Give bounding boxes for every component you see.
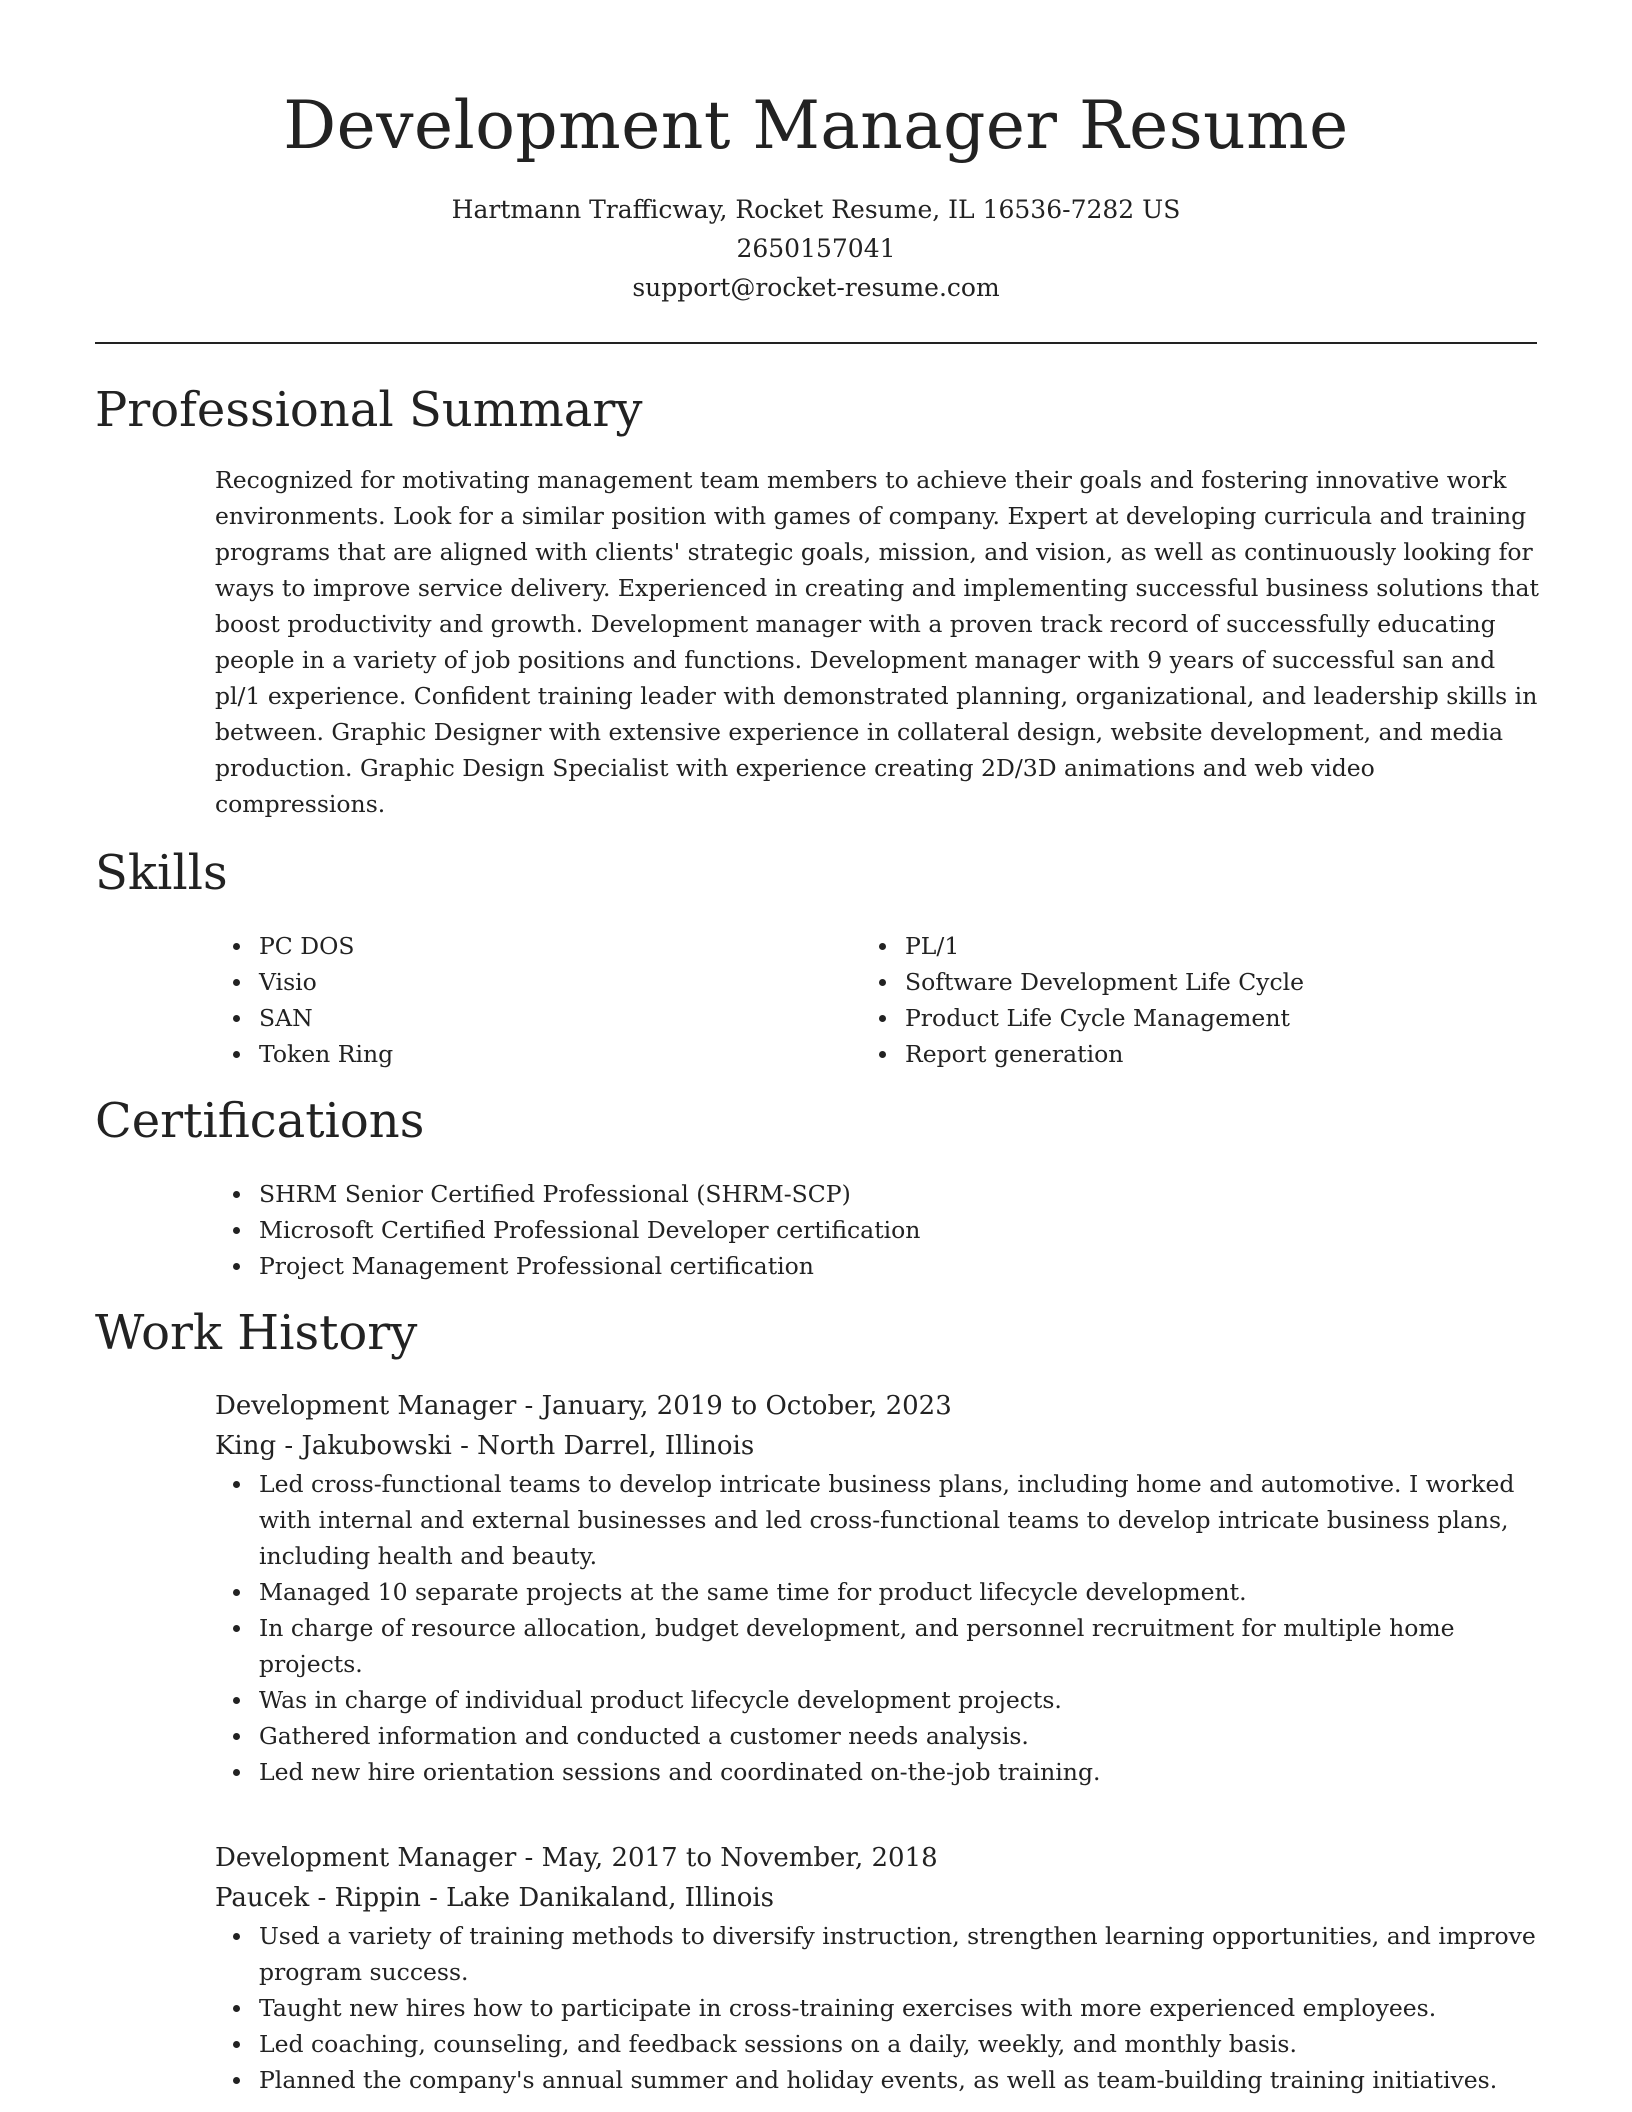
list-item: Was in charge of individual product lifecycle development projects.	[215, 1682, 1540, 1718]
skills-list-right	[861, 928, 1501, 1072]
job-entry	[215, 1838, 1540, 2098]
list-item: Led coaching, counseling, and feedback sessions on a daily, weekly, and monthly basis.	[215, 2026, 1540, 2062]
list-item: Used a variety of training methods to diversify instruction, strengthen learning opportunities, and improve program success.	[215, 1918, 1540, 1990]
contact-email: support@rocket-resume.com	[632, 273, 1000, 302]
job-title: Development Manager	[215, 1391, 517, 1421]
list-item: Software Development Life Cycle	[861, 964, 1501, 1000]
list-item: Led cross-functional teams to develop intricate business plans, including home and automotive. I worked with internal and external businesses and led cross-functional teams to develop intricate business plans, including health and beauty.	[215, 1466, 1540, 1574]
section-heading-summary: Professional Summary	[95, 382, 643, 438]
list-item: Report generation	[861, 1036, 1501, 1072]
job-dates: - May, 2017 to November, 2018	[524, 1843, 938, 1873]
job-location: - North Darrel, Illinois	[460, 1431, 755, 1461]
list-item: In charge of resource allocation, budget development, and personnel recruitment for multiple home projects.	[215, 1610, 1540, 1682]
summary-text: Recognized for motivating management team members to achieve their goals and fostering innovative work environments. Look for a similar position with games of company. Expert at developing curricula and training programs that are aligned with clients' strategic goals, mission, and vision, as well as continuously looking for ways to improve service delivery. Experienced in creating and implementing successful business solutions that boost productivity and growth. Development manager with a proven track record of successfully educating people in a variety of job positions and functions. Development manager with 9 years of successful san and pl/1 experience. Confident training leader with demonstrated planning, organizational, and leadership skills in between. Graphic Designer with extensive experience in collateral design, website development, and media production. Graphic Design Specialist with experience creating 2D/3D animations and web video compressions.	[215, 466, 1539, 818]
list-item: PC DOS	[215, 928, 855, 964]
contact-block	[95, 190, 1537, 307]
list-item: Microsoft Certified Professional Developer certification	[215, 1212, 1515, 1248]
job-entry	[215, 1386, 1540, 1790]
header-divider	[95, 342, 1537, 344]
job-company: King - Jakubowski	[215, 1431, 452, 1461]
list-item: Product Life Cycle Management	[861, 1000, 1501, 1036]
resume-title: Development Manager Resume	[283, 87, 1349, 164]
job-title-line	[215, 1386, 1540, 1426]
job-bullets	[215, 1466, 1540, 1790]
certifications-list	[215, 1176, 1515, 1284]
contact-address: Hartmann Trafficway, Rocket Resume, IL 16536-7282 US	[451, 195, 1181, 224]
job-bullets	[215, 1918, 1540, 2098]
job-company-line	[215, 1426, 1540, 1466]
job-company: Paucek - Rippin	[215, 1883, 421, 1913]
contact-phone: 2650157041	[736, 234, 896, 263]
list-item: Gathered information and conducted a customer needs analysis.	[215, 1718, 1540, 1754]
list-item: Managed 10 separate projects at the same time for product lifecycle development.	[215, 1574, 1540, 1610]
list-item: PL/1	[861, 928, 1501, 964]
list-item: Project Management Professional certification	[215, 1248, 1515, 1284]
list-item: Visio	[215, 964, 855, 1000]
list-item: Planned the company's annual summer and holiday events, as well as team-building training initiatives.	[215, 2062, 1540, 2098]
list-item: Led new hire orientation sessions and coordinated on-the-job training.	[215, 1754, 1540, 1790]
list-item: SHRM Senior Certified Professional (SHRM-SCP)	[215, 1176, 1515, 1212]
section-heading-work-history: Work History	[95, 1305, 418, 1361]
section-heading-skills: Skills	[95, 845, 228, 901]
list-item: SAN	[215, 1000, 855, 1036]
job-title: Development Manager	[215, 1843, 517, 1873]
job-dates: - January, 2019 to October, 2023	[524, 1391, 952, 1421]
skills-list-left	[215, 928, 855, 1072]
section-heading-certifications: Certifications	[95, 1093, 425, 1149]
list-item: Taught new hires how to participate in cross-training exercises with more experienced employees.	[215, 1990, 1540, 2026]
job-title-line	[215, 1838, 1540, 1878]
job-company-line	[215, 1878, 1540, 1918]
job-location: - Lake Danikaland, Illinois	[429, 1883, 775, 1913]
list-item: Token Ring	[215, 1036, 855, 1072]
